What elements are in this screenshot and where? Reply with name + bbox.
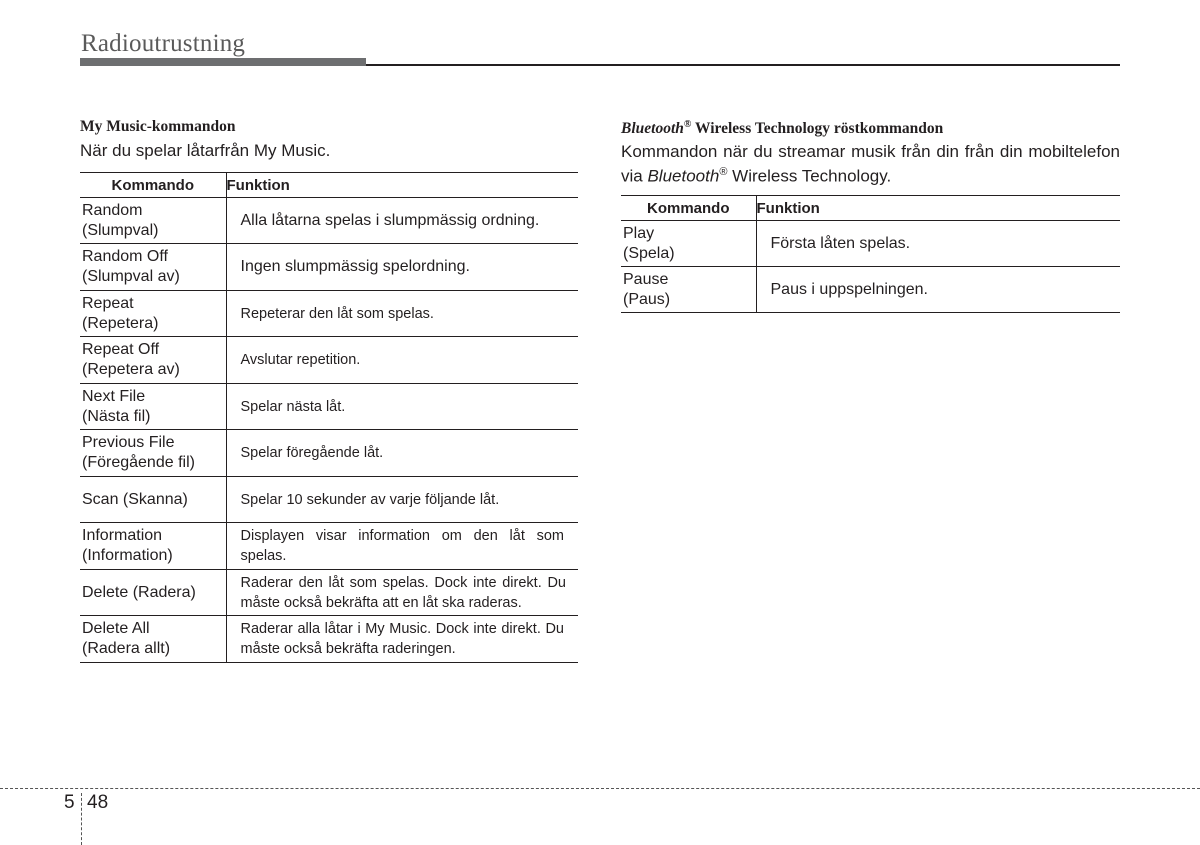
command-cell: Information (Information) — [80, 523, 226, 570]
function-cell: Raderar den låt som spelas. Dock inte direkt. Du måste också bekräfta att en låt ska raderas. — [226, 570, 578, 616]
bluetooth-commands-table — [621, 195, 1120, 313]
page-header-title: Radioutrustning — [81, 30, 246, 57]
table-row — [80, 244, 578, 291]
command-cell: Pause (Paus) — [621, 267, 756, 313]
column-header-kommando: Kommando — [621, 196, 756, 221]
function-cell: Spelar nästa låt. — [226, 384, 578, 430]
my-music-commands-table — [80, 172, 578, 663]
command-cell: Random Off (Slumpval av) — [80, 244, 226, 291]
table-row — [80, 337, 578, 384]
command-cell: Repeat (Repetera) — [80, 291, 226, 337]
command-cell: Scan (Skanna) — [80, 477, 226, 523]
command-cell: Delete (Radera) — [80, 570, 226, 616]
table-row — [80, 198, 578, 244]
table-header-row — [80, 173, 578, 198]
function-cell: Första låten spelas. — [756, 221, 1120, 267]
command-cell: Repeat Off (Repetera av) — [80, 337, 226, 384]
page-number: 48 — [87, 792, 109, 813]
table-header-row — [621, 196, 1120, 221]
function-cell: Spelar 10 sekunder av varje följande låt. — [226, 477, 578, 523]
command-cell: Play (Spela) — [621, 221, 756, 267]
table-row — [80, 570, 578, 616]
command-cell: Next File (Nästa fil) — [80, 384, 226, 430]
bluetooth-intro: Kommandon när du streamar musik från din från din mobiltelefon via Bluetooth® Wireless Technology. — [621, 142, 1120, 186]
header-accent-bar — [80, 58, 366, 66]
function-cell: Displayen visar information om den låt som spelas. — [226, 523, 578, 570]
table-row — [80, 616, 578, 663]
table-row — [621, 221, 1120, 267]
table-row — [80, 523, 578, 570]
function-cell: Spelar föregående låt. — [226, 430, 578, 477]
column-header-funktion: Funktion — [756, 196, 1120, 221]
command-cell: Delete All (Radera allt) — [80, 616, 226, 663]
function-cell: Paus i uppspelningen. — [756, 267, 1120, 313]
table-row — [80, 384, 578, 430]
footer-dashed-rule — [0, 788, 1200, 789]
header-rule — [366, 64, 1120, 66]
column-header-kommando: Kommando — [80, 173, 226, 198]
table-row — [80, 477, 578, 523]
command-cell: Random (Slumpval) — [80, 198, 226, 244]
bluetooth-section-title: Bluetooth® Wireless Technology röstkommandon — [621, 119, 944, 138]
my-music-section-title: My Music-kommandon — [80, 118, 236, 135]
table-row — [621, 267, 1120, 313]
function-cell: Avslutar repetition. — [226, 337, 578, 384]
table-row — [80, 291, 578, 337]
my-music-intro: När du spelar låtarfrån My Music. — [80, 141, 331, 160]
chapter-number: 5 — [64, 792, 75, 813]
column-header-funktion: Funktion — [226, 173, 578, 198]
page-number-separator — [81, 793, 82, 845]
function-cell: Repeterar den låt som spelas. — [226, 291, 578, 337]
function-cell: Raderar alla låtar i My Music. Dock inte direkt. Du måste också bekräfta raderingen. — [226, 616, 578, 663]
function-cell: Ingen slumpmässig spelordning. — [226, 244, 578, 291]
table-row — [80, 430, 578, 477]
function-cell: Alla låtarna spelas i slumpmässig ordning. — [226, 198, 578, 244]
command-cell: Previous File (Föregående fil) — [80, 430, 226, 477]
